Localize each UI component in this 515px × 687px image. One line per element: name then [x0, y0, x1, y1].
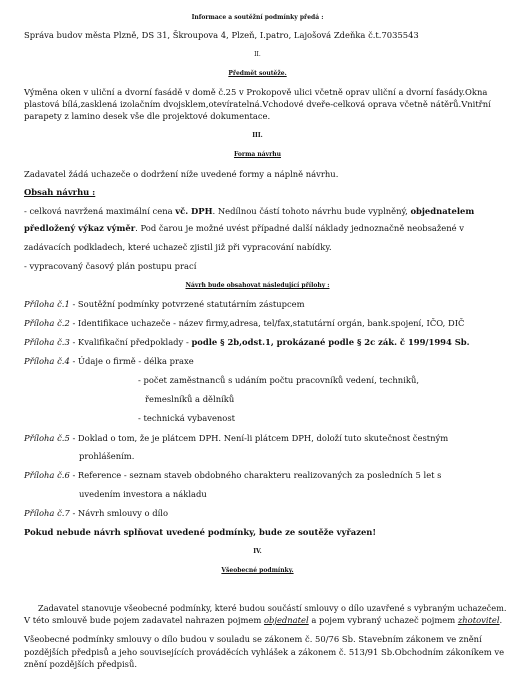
obsah-line-3: zadávacích podkladech, které uchazeč zjistil již při vypracování nabídky. [24, 242, 332, 252]
priloha-4 [24, 356, 194, 367]
vseobecne-line-2e: . [499, 615, 503, 625]
section-2-number: II. [254, 51, 261, 58]
warning-text: Pokud nebude návrh splňovat uvedené podmínky, bude ze soutěže vyřazen! [24, 527, 377, 537]
obsah-title: Obsah návrhu : [24, 187, 96, 197]
section-3-intro: Zadavatel žádá uchazeče o dodržení níže uvedené formy a náplně návrhu. [24, 169, 339, 179]
obsah-line-2 [24, 223, 464, 234]
obsah-line-1b: vč. DPH [175, 206, 213, 216]
priloha-4-text: - Údaje o firmě - délka praxe [69, 356, 194, 366]
priloha-7-text: - Návrh smlouvy o dílo [69, 508, 168, 518]
vseobecne-line-1: Zadavatel stanovuje všeobecné podmínky, které budou součástí smlouvy o dílo uzavřené s vybraným uchazečem. [38, 603, 507, 613]
obsah-line-1a: - celková navržená maximální cena [24, 206, 176, 216]
priloha-5-label: Příloha č.5 [24, 433, 70, 443]
obsah-line-1d: objednatelem [410, 206, 475, 216]
section-4-number: IV. [253, 548, 262, 555]
priloha-7 [24, 508, 168, 519]
priloha-4-label: Příloha č.4 [24, 356, 70, 366]
priloha-4-sub-2: řemeslníků a dělníků [145, 394, 235, 404]
vseobecne-line-2a: V této smlouvě bude pojem zadavatel nahrazen pojmem [24, 615, 264, 625]
priloha-2 [24, 318, 464, 329]
section-2-title: Předmět soutěže. [228, 70, 287, 77]
priloha-2-text: - Identifikace uchazeče - název firmy,adresa, tel/fax,statutární orgán, bank.spojení, IČO, DIČ [69, 318, 465, 328]
vseobecne-line-2 [24, 615, 502, 626]
priloha-3-label: Příloha č.3 [24, 337, 70, 347]
priloha-6-cont: uvedením investora a nákladu [79, 489, 207, 499]
priloha-6 [24, 470, 441, 481]
prilohy-title: Návrh bude obsahovat následující přílohy : [185, 282, 330, 289]
section-2-line-3: parapety z lamino desek vše dle projektové dokumentace. [24, 111, 271, 121]
obsah-line-2a: předložený výkaz výměr [24, 223, 136, 233]
vseobecne-line-4: pozdějších předpisů a jeho souvisejících prováděcích vyhlášek a zákonem č. 513/91 Sb.Obchodním zákoníkem ve [24, 647, 505, 657]
obsah-line-2b: . Pod čarou je možné uvést případné další náklady jednoznačně neobsažené v [135, 223, 464, 233]
priloha-2-label: Příloha č.2 [24, 318, 70, 328]
priloha-1-label: Příloha č.1 [24, 299, 70, 309]
priloha-1 [24, 299, 305, 310]
obsah-line-1c: . Nedílnou částí tohoto návrhu bude vyplněný, [212, 206, 411, 216]
obsah-line-4: - vypracovaný časový plán postupu prací [24, 261, 197, 271]
heading-info: Informace a soutěžní podmínky předá : [191, 14, 324, 21]
vseobecne-line-2c: a pojem vybraný uchazeč pojmem [308, 615, 458, 625]
priloha-1-text: - Soutěžní podmínky potvrzené statutárním zástupcem [69, 299, 305, 309]
priloha-3-text: - Kvalifikační předpoklady - [69, 337, 192, 347]
priloha-3 [24, 337, 470, 348]
priloha-5-cont: prohlášením. [79, 451, 135, 461]
priloha-5 [24, 433, 448, 444]
priloha-7-label: Příloha č.7 [24, 508, 70, 518]
vseobecne-line-5: znění pozdějších předpisů. [24, 659, 138, 669]
vseobecne-objednatel: objednatel [263, 615, 309, 625]
section-3-number: III. [252, 132, 263, 139]
priloha-4-sub-3: - technická vybavenost [138, 413, 235, 423]
section-4-title: Všeobecné podmínky. [221, 567, 294, 574]
priloha-5-text: - Doklad o tom, že je plátcem DPH. Není-li plátcem DPH, doloží tuto skutečnost čestným [69, 433, 449, 443]
vseobecne-zhotovitel: zhotovitel [457, 615, 500, 625]
section-2-line-2: plastová bílá,zasklená izolačním dvojsklem,otevíratelná.Vchodové dveře-celková oprava včetně nátěrů.Vnitřní [24, 99, 491, 109]
priloha-3-bold: podle § 2b,odst.1, prokázané podle § 2c zák. č 199/1994 Sb. [191, 337, 470, 347]
info-text: Správa budov města Plzně, DS 31, Škroupova 4, Plzeň, I.patro, Lajošová Zdeňka č.t.7035543 [24, 30, 419, 40]
priloha-6-text: - Reference - seznam staveb obdobného charakteru realizovaných za posledních 5 let s [69, 470, 442, 480]
vseobecne-line-3: Všeobecné podmínky smlouvy o dílo budou v souladu se zákonem č. 50/76 Sb. Stavebním zákonem ve znění [24, 634, 482, 644]
section-2-line-1: Výměna oken v uliční a dvorní fasádě v domě č.25 v Prokopově ulici včetně oprav uliční a dvorní fasády.Okna [24, 87, 488, 97]
priloha-4-sub-1: - počet zaměstnanců s udáním počtu pracovníků vedení, techniků, [138, 375, 420, 385]
section-3-title: Forma návrhu [233, 151, 282, 158]
priloha-6-label: Příloha č.6 [24, 470, 70, 480]
obsah-line-1 [24, 206, 474, 217]
